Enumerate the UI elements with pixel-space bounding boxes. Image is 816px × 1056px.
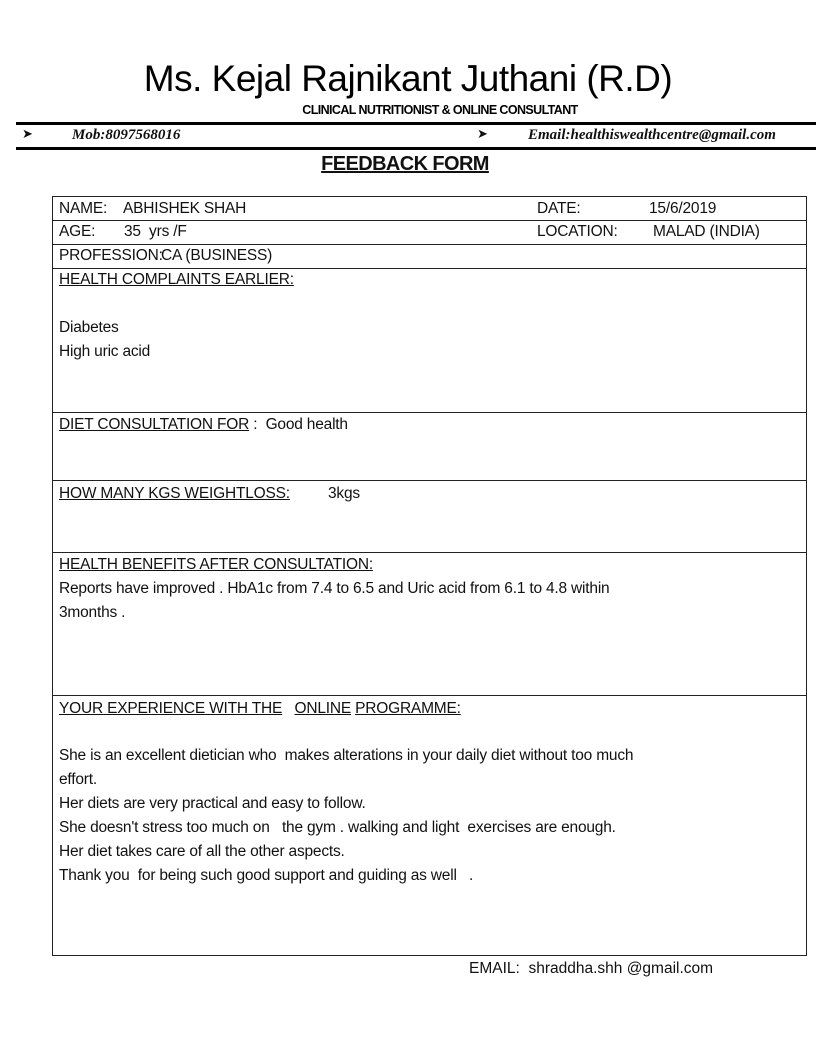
age-location-row	[53, 221, 806, 245]
nutritionist-subtitle: CLINICAL NUTRITIONIST & ONLINE CONSULTANT	[302, 103, 578, 117]
diet-consultation-separator: :	[249, 416, 266, 433]
arrowhead-bullet-icon: ➤	[22, 127, 33, 142]
header-rule-top	[16, 122, 816, 125]
name-date-row	[53, 197, 806, 221]
age-value: 35 yrs /F	[124, 223, 187, 240]
experience-line: She doesn't stress too much on the gym . walking and light exercises are enough.	[59, 819, 616, 836]
weightloss-heading: HOW MANY KGS WEIGHTLOSS:	[59, 485, 290, 502]
age-label: AGE:	[59, 223, 96, 240]
weightloss-section	[53, 481, 806, 553]
experience-heading	[59, 697, 461, 721]
profession-value: CA (BUSINESS)	[161, 247, 273, 264]
complaint-item: Diabetes	[59, 319, 119, 336]
profession-label: PROFESSION:	[59, 247, 163, 264]
diet-consultation-value: Good health	[265, 416, 348, 433]
location-value: MALAD (INDIA)	[653, 223, 760, 240]
footer-email-value: shraddha.shh @gmail.com	[528, 960, 714, 977]
health-complaints-heading: HEALTH COMPLAINTS EARLIER:	[59, 271, 294, 288]
diet-consultation-heading: DIET CONSULTATION FOR	[59, 416, 250, 433]
experience-line: Thank you for being such good support and guiding as well .	[59, 867, 474, 884]
health-benefits-line: 3months .	[59, 604, 126, 621]
health-benefits-section	[53, 553, 806, 696]
experience-heading-part3: PROGRAMME:	[355, 700, 461, 717]
contact-email: Email:healthiswealthcentre@gmail.com	[528, 127, 776, 143]
mobile-number: Mob:8097568016	[72, 127, 181, 143]
header-rule-bottom	[16, 147, 816, 150]
health-complaints-section	[53, 269, 806, 413]
name-label: NAME:	[59, 200, 108, 217]
name-value: ABHISHEK SHAH	[123, 200, 247, 217]
experience-section	[53, 696, 806, 955]
arrowhead-bullet-icon: ➤	[477, 127, 488, 142]
experience-heading-part2: ONLINE	[294, 700, 351, 717]
experience-line: Her diets are very practical and easy to follow.	[59, 795, 366, 812]
weightloss-value: 3kgs	[328, 485, 360, 502]
form-title: FEEDBACK FORM	[321, 153, 489, 175]
experience-line: She is an excellent dietician who makes alterations in your daily diet without too much	[59, 747, 634, 764]
feedback-table	[52, 196, 807, 956]
date-label: DATE:	[537, 200, 581, 217]
health-benefits-heading: HEALTH BENEFITS AFTER CONSULTATION:	[59, 556, 373, 573]
health-benefits-line: Reports have improved . HbA1c from 7.4 to 6.5 and Uric acid from 6.1 to 4.8 within	[59, 580, 610, 597]
experience-heading-part1: YOUR EXPERIENCE WITH THE	[59, 700, 283, 717]
diet-consultation-section	[53, 413, 806, 481]
diet-consultation-line	[59, 413, 348, 437]
profession-row	[53, 245, 806, 269]
nutritionist-name: Ms. Kejal Rajnikant Juthani (R.D)	[143, 58, 673, 99]
experience-line: Her diet takes care of all the other aspects.	[59, 843, 345, 860]
footer-email-label: EMAIL:	[469, 960, 520, 977]
experience-line: effort.	[59, 771, 97, 788]
footer-email	[469, 960, 713, 978]
complaint-item: High uric acid	[59, 343, 151, 360]
location-label: LOCATION:	[537, 223, 618, 240]
date-value: 15/6/2019	[649, 200, 717, 217]
